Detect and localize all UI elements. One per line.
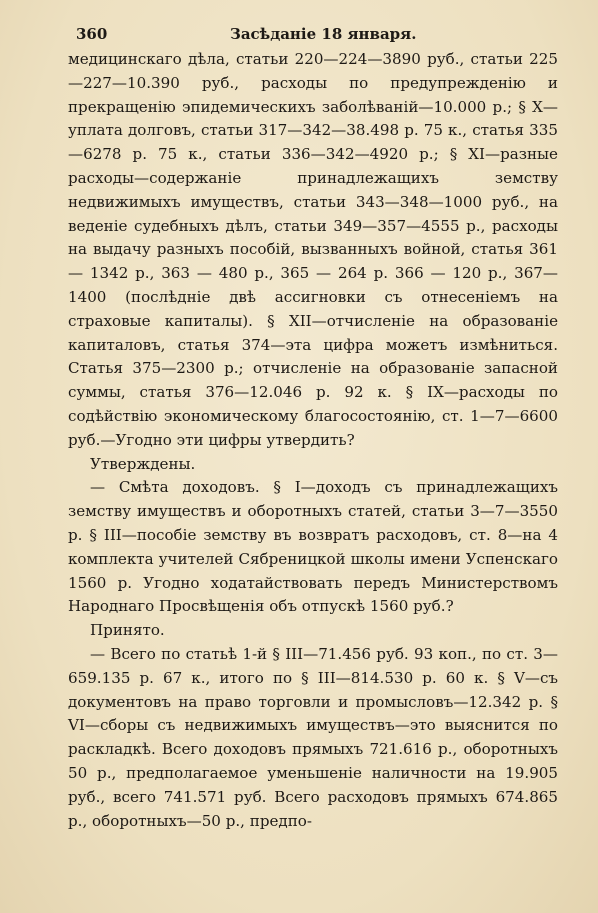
paragraph-income-estimate: — Смѣта доходовъ. § I—доходъ съ принадлежащихъ земству имуществъ и оборотныхъ статей, статьи 3—7—3550 р. § III—пособіе земству въ возвратъ расходовъ, ст. 8—на 4 комплекта учителей Сябреницкой школы имени Успенскаго 1560 р. Угодно ходатайствовать передъ Министерствомъ Народнаго Просвѣщенія объ отпускѣ 1560 руб.?	[68, 478, 558, 616]
paragraph-budget-expenses: медицинскаго дѣла, статьи 220—224—3890 руб., статьи 225—227—10.390 руб., расходы по предупрежденію и прекращенію эпидемическихъ заболѣваній—10.000 р.; § X—уплата долговъ, статьи 317—342—38.498 р. 75 к., статья 335—6278 р. 75 к., статьи 336—342—4920 р.; § XI—разные расходы—содержаніе принадлежащихъ земству недвижимыхъ имуществъ, статьи 343—348—1000 руб., на веденіе судебныхъ дѣлъ, статьи 349—357—4555 р., расходы на выдачу разныхъ пособій, вызванныхъ войной, статья 361 — 1342 р., 363 — 480 р., 365 — 264 р. 366 — 120 р., 367—1400 (послѣдніе двѣ ассигновки съ отнесеніемъ на страховые капиталы). § XII—отчисленіе на образованіе капиталовъ, статья 374—эта цифра можетъ измѣниться. Статья 375—2300 р.; отчисленіе на образованіе запасной суммы, статья 376—12.046 р. 92 к. § IX—расходы по содѣйствію экономическому благосостоянію, ст. 1—7—6600 руб.—Угодно эти цифры утвердить?	[68, 50, 558, 449]
paragraph-approved: Утверждены.	[90, 454, 196, 473]
body-text	[68, 48, 558, 833]
running-title: Засѣданіе 18 января.	[230, 25, 417, 43]
paragraph-accepted: Принято.	[90, 621, 165, 640]
paragraph-totals: — Всего по статьѣ 1-й § III—71.456 руб. 93 коп., по ст. 3—659.135 р. 67 к., итого по § III—814.530 р. 60 к. § V—съ документовъ на право торговли и промысловъ—12.342 р. § VI—сборы съ недвижимыхъ имуществъ—это выяснится по раскладкѣ. Всего доходовъ прямыхъ 721.616 р., оборотныхъ 50 р., предполагаемое уменьшеніе наличности на 19.905 руб., всего 741.571 руб. Всего расходовъ прямыхъ 674.865 р., оборотныхъ—50 р., предпо-	[68, 644, 558, 830]
running-head	[68, 8, 558, 48]
page-number: 360	[76, 25, 108, 43]
